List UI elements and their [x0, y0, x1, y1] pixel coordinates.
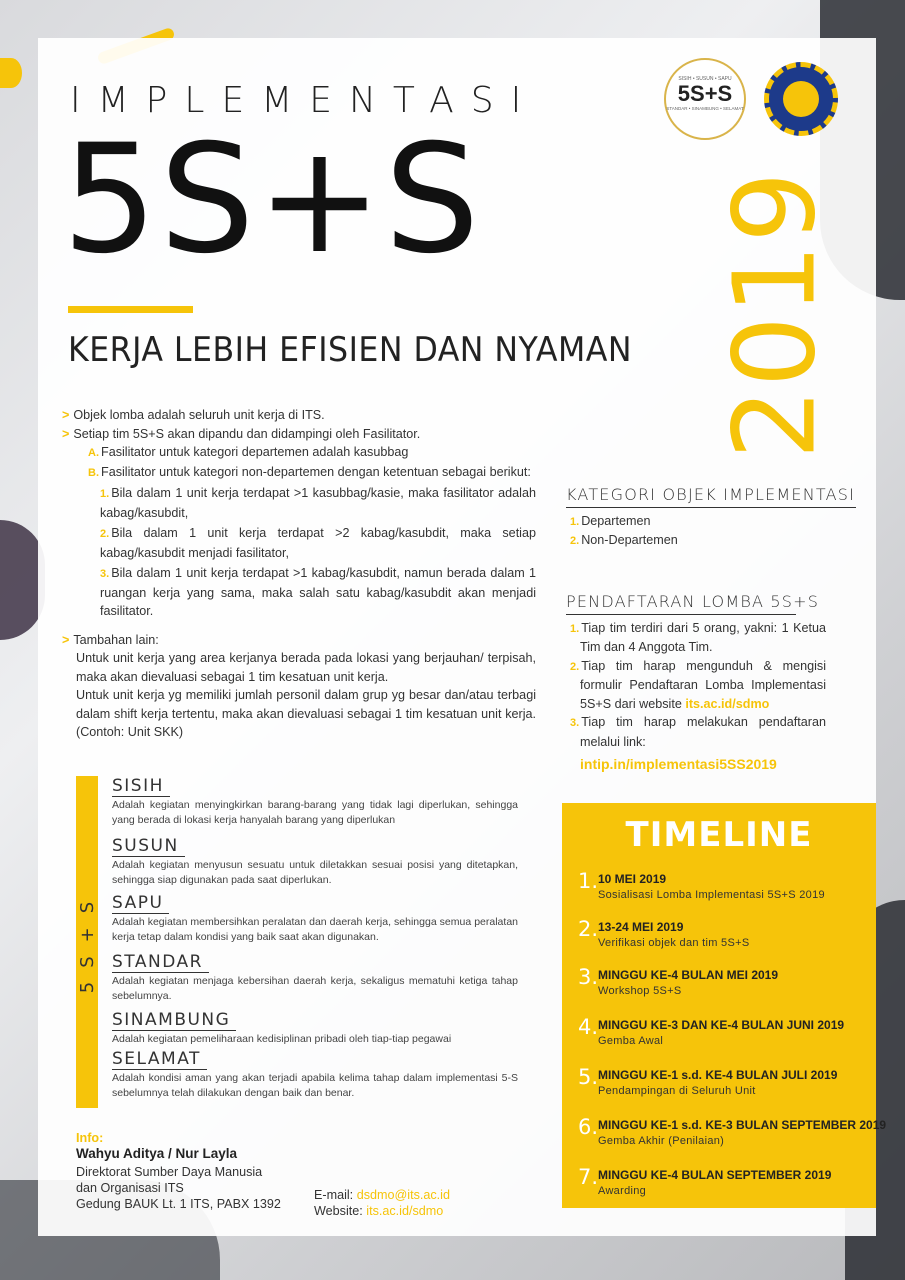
five-s-item-sapu: SAPU Adalah kegiatan membersihkan peralatan dan daerah kerja, sehingga semua peralatan kerja tetap dalam kondisi yang baik saat akan digunakan.	[112, 893, 518, 943]
website-footer-link[interactable]: its.ac.id/sdmo	[366, 1204, 444, 1218]
timeline-title: TIMELINE	[625, 815, 813, 855]
five-s-item-sisih: SISIH Adalah kegiatan menyingkirkan barang-barang yang tidak lagi diperlukan, sehingga yang berada di lokasi kerja hanyalah barang yang diperlukan	[112, 776, 518, 826]
five-s-item-selamat: SELAMAT Adalah kondisi aman yang akan terjadi apabila kelima tahap dalam implementasi 5-S sebelumnya telah dilakukan dengan baik dan benar.	[112, 1049, 518, 1099]
kategori-item-2: 2. Non-Departemen	[570, 533, 678, 547]
rules-section	[62, 406, 536, 742]
logo-5ss	[664, 58, 746, 140]
pendaftaran-item-2: 2. Tiap tim harap mengunduh & mengisi formulir Pendaftaran Lomba Implementasi 5S+S dari website its.ac.id/sdmo	[570, 658, 826, 711]
pendaftaran-title: PENDAFTARAN LOMBA 5S+S	[566, 593, 796, 615]
logo-5ss-bottom-text: STANDAR • SINAMBUNG • SELAMAT	[666, 106, 744, 111]
rule-2a: A. Fasilitator untuk kategori departemen adalah kasubbag	[88, 445, 409, 459]
five-s-item-susun: SUSUN Adalah kegiatan menyusun sesuatu untuk diletakkan sesuai posisi yang ditetapkan, sehingga siap digunakan pada saat diperlukan.	[112, 836, 518, 886]
info-contact-name: Wahyu Aditya / Nur Layla	[76, 1146, 238, 1161]
rule-tambahan-2: Untuk unit kerja yg memiliki jumlah personil dalam grup yg besar dan/atau terbagi dalam shift kerja tertentu, maka akan dievaluasi sebagai 1 tim kesatuan unit kerja. (Contoh: Unit SKK)	[76, 688, 536, 739]
info-line-2: dan Organisasi ITS	[76, 1181, 184, 1195]
rule-1: > Objek lomba adalah seluruh unit kerja di ITS.	[62, 408, 325, 422]
title-implementasi: IMPLEMENTASI	[70, 80, 539, 121]
logo-its-inner	[783, 81, 819, 117]
contact-section	[314, 1187, 450, 1219]
email-line: E-mail: dsdmo@its.ac.id	[314, 1188, 450, 1202]
pendaftaran-item-3: 3. Tiap tim harap melakukan pendaftaran melalui link:	[570, 715, 826, 749]
timeline-panel: TIMELINE 1. 10 MEI 2019 Sosialisasi Lomba Implementasi 5S+S 2019 2. 13-24 MEI 2019 Verifikasi objek dan tim 5S+S 3. MINGGU KE-4 BULAN MEI 2019 Workshop 5S+S 4. MINGGU KE-3 DAN KE-4 BULAN JUNI 2019 Gemba Awal 5. MINGGU KE-1 s.d. KE-4 BULAN JULI 2019 Pendampingan di Seluruh Unit 6. MINGGU KE-1 s.d. KE-3 BULAN SEPTEMBER 2019 Gemba Akhir (Penilaian) 7. MINGGU KE-4 BULAN SEPTEMBER 2019 Awarding	[562, 803, 876, 1208]
logo-5ss-top-text: SISIH • SUSUN • SAPU	[678, 76, 732, 82]
title-subtitle: KERJA LEBIH EFISIEN DAN NYAMAN	[68, 330, 632, 370]
five-s-item-standar: STANDAR Adalah kegiatan menjaga kebersihan daerah kerja, sekaligus mematuhi ketiga tahap sebelumnya.	[112, 952, 518, 1002]
info-label: Info:	[76, 1131, 104, 1145]
info-section	[76, 1130, 281, 1212]
kategori-item-1: 1. Departemen	[570, 513, 651, 528]
info-line-3: Gedung BAUK Lt. 1 ITS, PABX 1392	[76, 1197, 281, 1211]
registration-link-line	[580, 755, 856, 775]
rule-2b-2: 2. Bila dalam 1 unit kerja terdapat >2 kabag/kasubdit, maka setiap kabag/kasubdit menjadi fasilitator,	[100, 526, 536, 560]
title-underline	[68, 306, 193, 313]
pendaftaran-item-1: 1. Tiap tim terdiri dari 5 orang, yakni: 1 Ketua Tim dan 4 Anggota Tim.	[570, 620, 826, 654]
decorative-yellow-circle	[0, 58, 22, 88]
rule-2: > Setiap tim 5S+S akan dipandu dan didampingi oleh Fasilitator.	[62, 426, 421, 441]
registration-link[interactable]: intip.in/implementasi5SS2019	[580, 756, 777, 772]
logo-its-emblem	[764, 62, 838, 136]
kategori-title: KATEGORI OBJEK IMPLEMENTASI	[566, 486, 856, 508]
year-label: 2019	[711, 170, 841, 460]
rule-2b-1: 1. Bila dalam 1 unit kerja terdapat >1 kasubbag/kasie, maka fasilitator adalah kabag/kasubdit,	[100, 486, 536, 520]
title-main: 5S+S	[62, 113, 482, 287]
rule-tambahan-1: Untuk unit kerja yang area kerjanya berada pada lokasi yang berjauhan/ terpisah, maka akan dievaluasi sebagai 1 tim kesatuan unit kerja.	[76, 651, 536, 684]
five-s-item-sinambung: SINAMBUNG Adalah kegiatan pemeliharaan kedisiplinan pribadi oleh tiap-tiap pegawai	[112, 1010, 452, 1045]
rule-2b-3: 3. Bila dalam 1 unit kerja terdapat >1 kabag/kasubdit, namun berada dalam 1 ruangan kerja yang sama, maka salah satu kabag/kasubdit akan menjadi fasilitator.	[100, 566, 536, 618]
website-link[interactable]: its.ac.id/sdmo	[685, 696, 770, 711]
info-line-1: Direktorat Sumber Daya Manusia	[76, 1165, 263, 1179]
kategori-section	[566, 486, 856, 551]
email-link[interactable]: dsdmo@its.ac.id	[356, 1188, 450, 1202]
rule-2b: B. Fasilitator untuk kategori non-departemen dengan ketentuan sebagai berikut:	[88, 464, 531, 479]
five-s-vertical-label: 5S+S	[77, 887, 99, 993]
rule-tambahan-label: > Tambahan lain:	[62, 632, 159, 647]
pendaftaran-section	[566, 593, 856, 775]
logo-5ss-main-text: 5S+S	[677, 81, 733, 106]
website-line: Website: its.ac.id/sdmo	[314, 1204, 444, 1218]
